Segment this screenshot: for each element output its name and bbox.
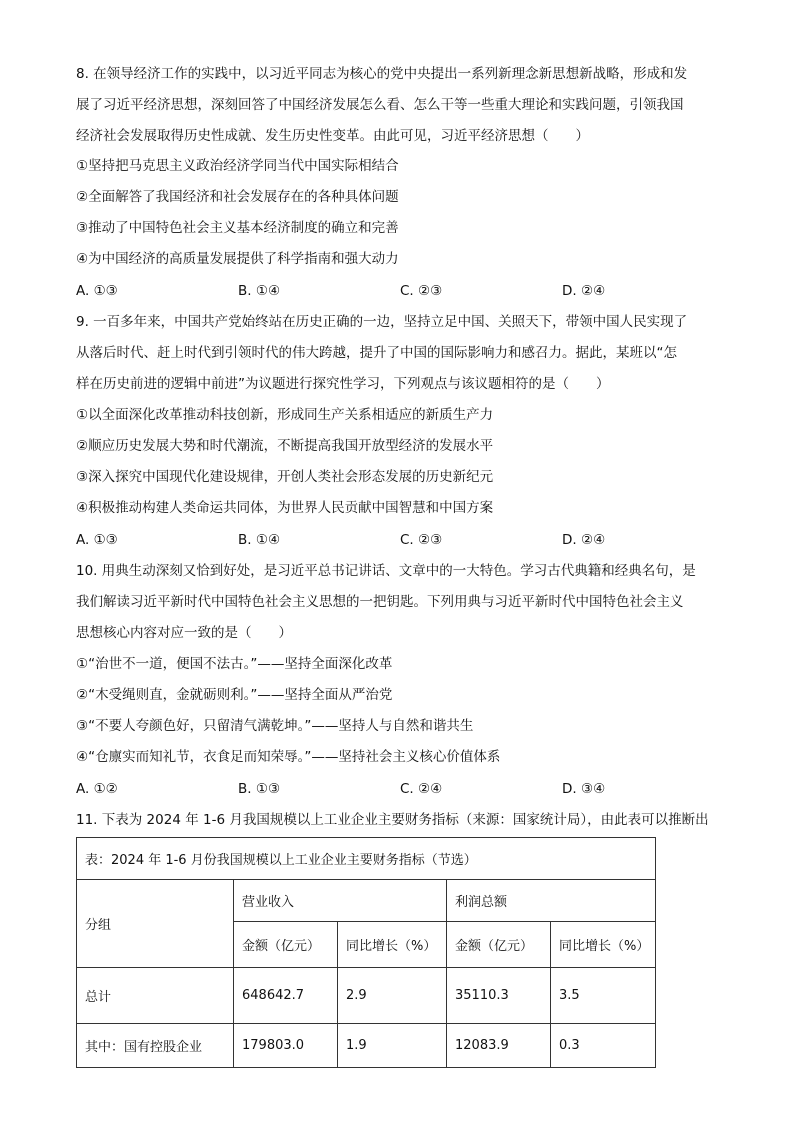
q10-statement: ①“治世不一道，便国不法古。”——坚持全面深化改革 (76, 656, 393, 672)
group-header: 分组 (77, 880, 234, 968)
q9-stem-line: 9. 一百多年来，中国共产党始终站在历史正确的一边，坚持立足中国、关照天下，带领中国人民实现了 (76, 314, 688, 330)
financial-indicators-table (76, 837, 656, 1068)
q8-option-d: D. ②④ (562, 283, 606, 299)
q10-option-b: B. ①③ (238, 781, 281, 797)
table-caption: 表：2024 年 1-6 月份我国规模以上工业企业主要财务指标（节选） (77, 838, 656, 880)
cell-value: 1.9 (338, 1024, 447, 1068)
q10-stem-line: 10. 用典生动深刻又恰到好处，是习近平总书记讲话、文章中的一大特色。学习古代典籍和经典名句，是 (76, 563, 696, 579)
q10-statement: ②“木受绳则直，金就砺则利。”——坚持全面从严治党 (76, 687, 393, 703)
cell-value: 0.3 (551, 1024, 656, 1068)
q9-option-c: C. ②③ (400, 532, 443, 548)
q9-statement: ①以全面深化改革推动科技创新，形成同生产关系相适应的新质生产力 (76, 407, 494, 423)
q8-statement: ①坚持把马克思主义政治经济学同当代中国实际相结合 (76, 158, 399, 174)
q9-option-b: B. ①④ (238, 532, 281, 548)
q9-stem-line: 从落后时代、赶上时代到引领时代的伟大跨越，提升了中国的国际影响力和感召力。据此，某班以“怎 (76, 345, 677, 361)
q10-stem-line: 我们解读习近平新时代中国特色社会主义思想的一把钥匙。下列用典与习近平新时代中国特色社会主义 (76, 594, 684, 610)
cell-value: 35110.3 (447, 968, 551, 1024)
q8-option-c: C. ②③ (400, 283, 443, 299)
cell-value: 3.5 (551, 968, 656, 1024)
revenue-header: 营业收入 (234, 880, 447, 922)
cell-value: 179803.0 (234, 1024, 338, 1068)
q9-stem-line: 样在历史前进的逻辑中前进”为议题进行探究性学习，下列观点与该议题相符的是（ ） (76, 376, 610, 392)
row-label: 总计 (77, 968, 234, 1024)
q10-stem-line: 思想核心内容对应一致的是（ ） (76, 625, 292, 641)
q8-stem-line: 经济社会发展取得历史性成就、发生历史性变革。由此可见，习近平经济思想（ ） (76, 128, 589, 144)
q8-statement: ③推动了中国特色社会主义基本经济制度的确立和完善 (76, 220, 399, 236)
revenue-growth-header: 同比增长（%） (338, 922, 447, 968)
revenue-amount-header: 金额（亿元） (234, 922, 338, 968)
q8-statement: ②全面解答了我国经济和社会发展存在的各种具体问题 (76, 189, 399, 205)
q9-option-a: A. ①③ (76, 532, 118, 548)
cell-value: 12083.9 (447, 1024, 551, 1068)
row-label: 其中：国有控股企业 (77, 1024, 234, 1068)
q11-stem: 11. 下表为 2024 年 1-6 月我国规模以上工业企业主要财务指标（来源：国家统计局），由此表可以推断出 (76, 812, 709, 828)
profit-growth-header: 同比增长（%） (551, 922, 656, 968)
q8-option-b: B. ①④ (238, 283, 281, 299)
q8-stem-line: 8. 在领导经济工作的实践中，以习近平同志为核心的党中央提出一系列新理念新思想新战略，形成和发 (76, 66, 688, 82)
q10-option-d: D. ③④ (562, 781, 606, 797)
table-header-row (77, 880, 656, 922)
table-row (77, 1024, 656, 1068)
profit-header: 利润总额 (447, 880, 656, 922)
q9-option-d: D. ②④ (562, 532, 606, 548)
q9-statement: ④积极推动构建人类命运共同体，为世界人民贡献中国智慧和中国方案 (76, 500, 494, 516)
profit-amount-header: 金额（亿元） (447, 922, 551, 968)
cell-value: 2.9 (338, 968, 447, 1024)
q8-statement: ④为中国经济的高质量发展提供了科学指南和强大动力 (76, 251, 399, 267)
q9-statement: ③深入探究中国现代化建设规律，开创人类社会形态发展的历史新纪元 (76, 469, 494, 485)
q10-statement: ③“不要人夸颜色好，只留清气满乾坤。”——坚持人与自然和谐共生 (76, 718, 474, 734)
table-row (77, 968, 656, 1024)
table-caption-row (77, 838, 656, 880)
q10-option-a: A. ①② (76, 781, 118, 797)
q8-stem-line: 展了习近平经济思想，深刻回答了中国经济发展怎么看、怎么干等一些重大理论和实践问题，引领我国 (76, 97, 684, 113)
q9-statement: ②顺应历史发展大势和时代潮流，不断提高我国开放型经济的发展水平 (76, 438, 494, 454)
q8-option-a: A. ①③ (76, 283, 118, 299)
cell-value: 648642.7 (234, 968, 338, 1024)
q10-option-c: C. ②④ (400, 781, 443, 797)
q10-statement: ④“仓廪实而知礼节，衣食足而知荣辱。”——坚持社会主义核心价值体系 (76, 749, 501, 765)
